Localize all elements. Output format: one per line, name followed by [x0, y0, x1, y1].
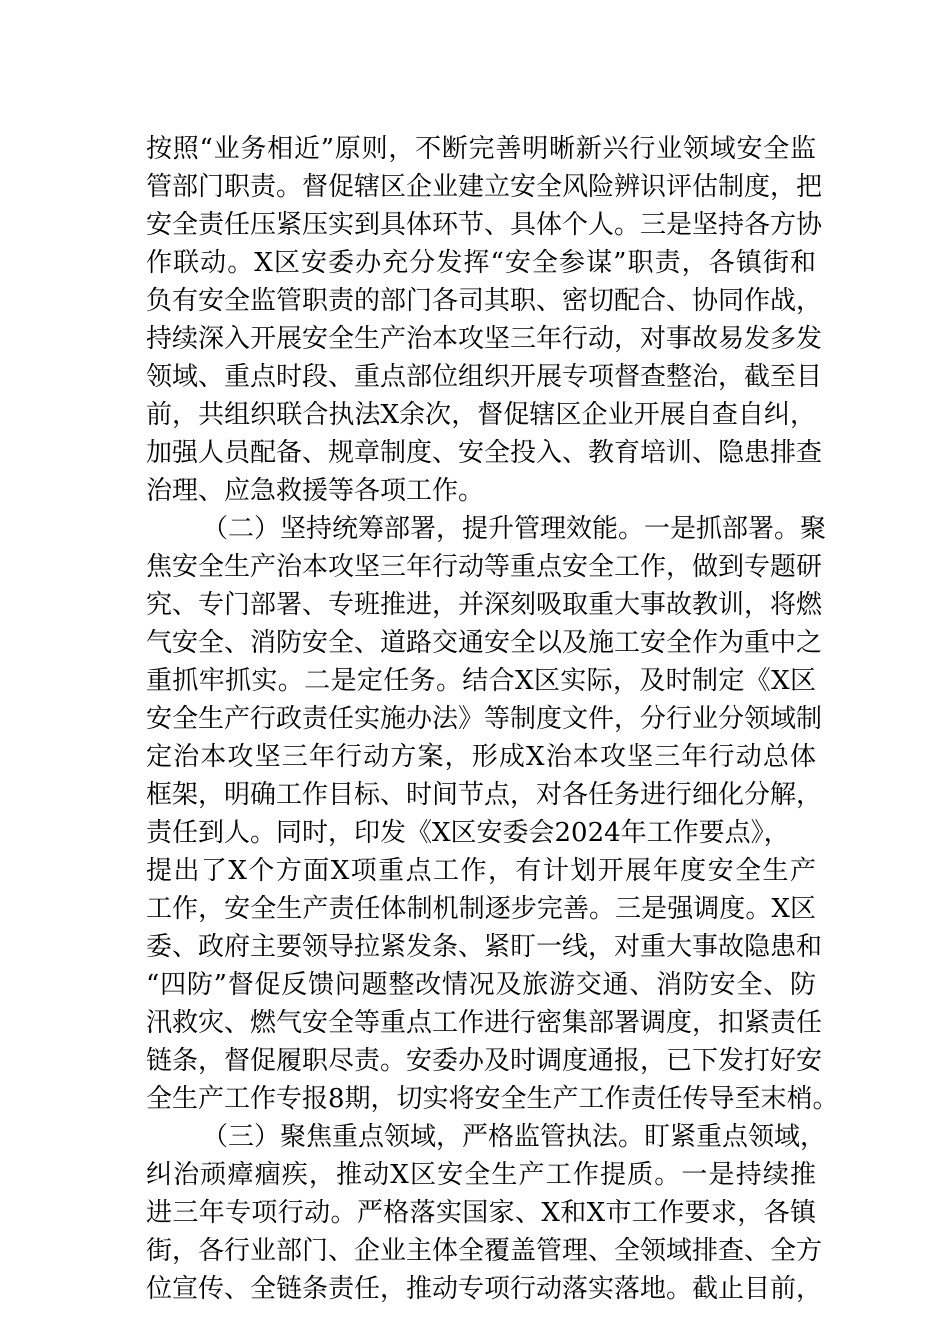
section-heading-line: （三）聚焦重点领域，严格监管执法。盯紧重点领域，	[202, 1122, 827, 1152]
text-line: 前，共组织联合执法X余次，督促辖区企业开展自查自纠，	[146, 400, 816, 430]
text-line: 治理、应急救援等各项工作。	[146, 476, 485, 506]
text-line: 按照“业务相近”原则，不断完善明晰新兴行业领域安全监	[146, 134, 816, 164]
section-heading-line: （二）坚持统筹部署，提升管理效能。一是抓部署。聚	[202, 514, 827, 544]
text-line: 加强人员配备、规章制度、安全投入、教育培训、隐患排查	[146, 438, 823, 468]
text-line: 工作，安全生产责任体制机制逐步完善。三是强调度。X区	[146, 894, 816, 924]
text-line: 进三年专项行动。严格落实国家、X和X市工作要求，各镇	[146, 1198, 816, 1228]
text-line: 气安全、消防安全、道路交通安全以及施工安全作为重中之	[146, 628, 823, 658]
text-line: 焦安全生产治本攻坚三年行动等重点安全工作，做到专题研	[146, 552, 823, 582]
text-line: 纠治顽瘴痼疾，推动X区安全生产工作提质。一是持续推	[146, 1160, 816, 1190]
text-line: 负有安全监管职责的部门各司其职、密切配合、协同作战，	[146, 286, 823, 316]
text-line: 框架，明确工作目标、时间节点，对各任务进行细化分解，	[146, 780, 823, 810]
text-line: 安全责任压紧压实到具体环节、具体个人。三是坚持各方协	[146, 210, 823, 240]
text-line: 链条，督促履职尽责。安委办及时调度通报，已下发打好安	[146, 1046, 823, 1076]
text-line: 重抓牢抓实。二是定任务。结合X区实际，及时制定《X区	[146, 666, 816, 696]
text-line: 责任到人。同时，印发《X区安委会2024年工作要点》，	[146, 818, 790, 848]
text-line: 作联动。X区安委办充分发挥“安全参谋”职责，各镇街和	[146, 248, 816, 278]
text-line: 管部门职责。督促辖区企业建立安全风险辨识评估制度，把	[146, 172, 823, 202]
document-body	[146, 130, 839, 1308]
text-line: 位宣传、全链条责任，推动专项行动落实落地。截止目前，	[146, 1274, 823, 1304]
text-line: 街，各行业部门、企业主体全覆盖管理、全领域排查、全方	[146, 1236, 823, 1266]
text-line: 汛救灾、燃气安全等重点工作进行密集部署调度，扣紧责任	[146, 1008, 823, 1038]
text-line: “四防”督促反馈问题整改情况及旅游交通、消防安全、防	[146, 970, 816, 1000]
text-line: 提出了X个方面X项重点工作，有计划开展年度安全生产	[146, 856, 816, 886]
text-line: 持续深入开展安全生产治本攻坚三年行动，对事故易发多发	[146, 324, 823, 354]
text-line: 全生产工作专报8期，切实将安全生产工作责任传导至末梢。	[146, 1084, 839, 1114]
text-line: 究、专门部署、专班推进，并深刻吸取重大事故教训，将燃	[146, 590, 823, 620]
text-line: 定治本攻坚三年行动方案，形成X治本攻坚三年行动总体	[146, 742, 816, 772]
text-line: 安全生产行政责任实施办法》等制度文件，分行业分领域制	[146, 704, 823, 734]
text-line: 委、政府主要领导拉紧发条、紧盯一线，对重大事故隐患和	[146, 932, 823, 962]
text-line: 领域、重点时段、重点部位组织开展专项督查整治，截至目	[146, 362, 823, 392]
